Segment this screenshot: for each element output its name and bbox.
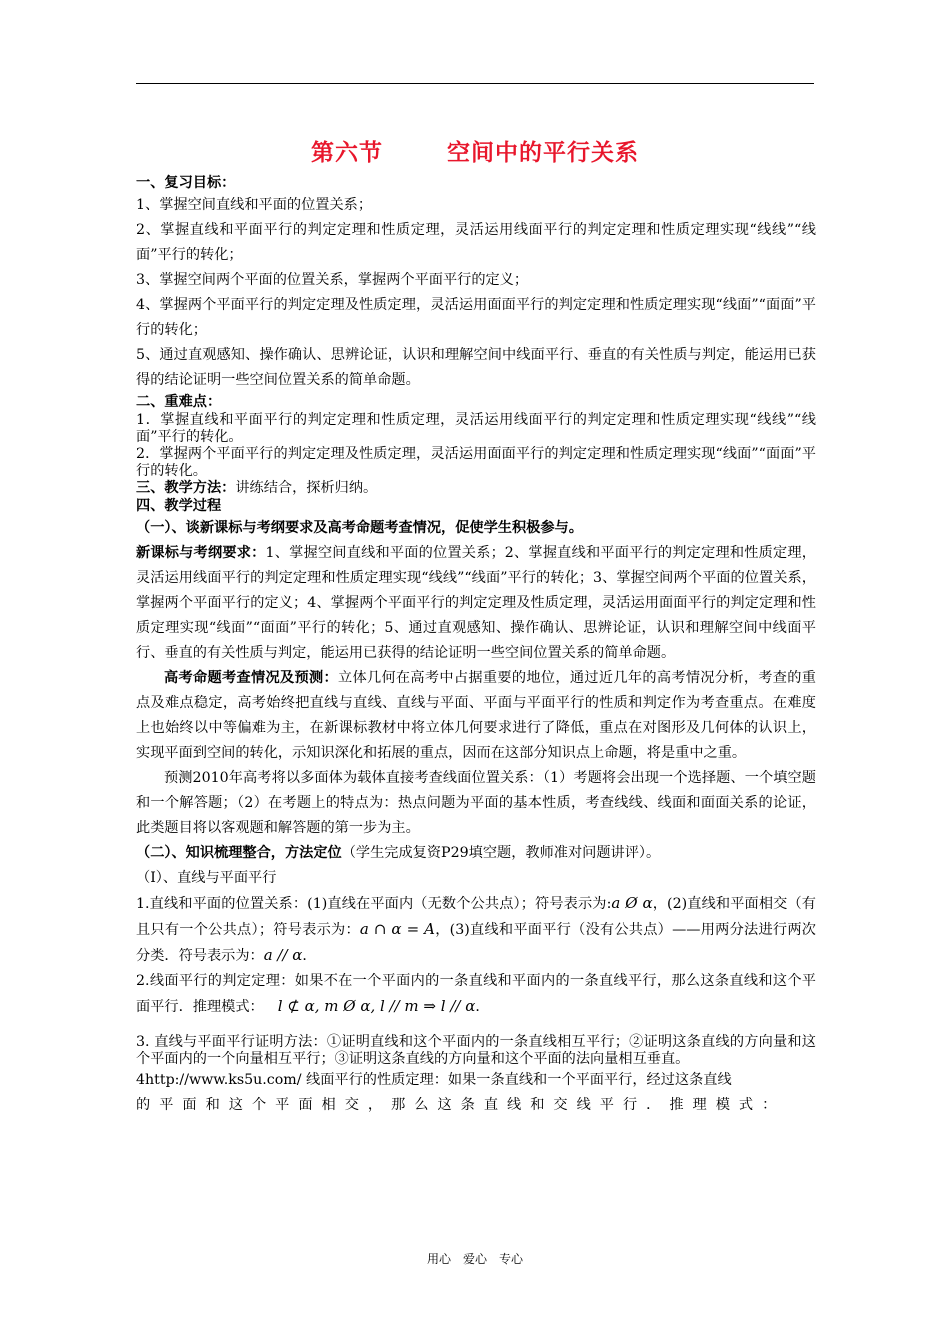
section-heading: 一、复习目标：	[136, 175, 236, 191]
title-section-number: 第六节	[311, 140, 383, 166]
text-run: 2.线面平行的判定定理：如果不在一个平面内的一条直线和平面内的一条直线平行，那么这条直线和这个平面平行．推理模式：	[136, 973, 816, 1015]
paragraph-text: 1、掌握空间直线和平面的位置关系；2、掌握直线和平面平行的判定定理和性质定理，灵活运用线面平行的判定定理和性质定理实现“线线”“线面”平行的转化；3、掌握空间两个平面的位置关系，掌握两个平面平行的定义；4、掌握两个平面平行的判定定理及性质定理，灵活运用面面平行的判定定理和性质定理实现“线面”“面面”平行的转化；5、通过直观感知、操作确认、思辨论证，认识和理解空间中线面平行、垂直的有关性质与判定，能运用已获得的结论证明一些空间位置关系的简单命题。	[136, 545, 816, 661]
section-heading: 四、教学过程	[136, 498, 222, 514]
title-topic: 空间中的平行关系	[447, 140, 639, 166]
method-text: 讲练结合，探析归纳。	[235, 480, 378, 496]
subsection-title: （二）、知识梳理整合，方法定位	[136, 845, 342, 861]
text-run: ，(3)直线和平面平行（没有公共点）——用两分法进行两次分类．符号表示为：	[136, 922, 816, 964]
prediction-paragraph-2: 预测2010年高考将以多面体为载体直接考查线面位置关系：（1）考题将会出现一个选择题、一个填空题和一个解答题；（2）在考题上的特点为：热点问题为平面的基本性质，考查线线、线面和面面关系的论证，此类题目将以客观题和解答题的第一步为主。	[136, 770, 816, 836]
key-point-item: 2．掌握两个平面平行的判定定理及性质定理，灵活运用面面平行的判定定理和性质定理实现“线面”“面面”平行的转化。	[136, 446, 816, 479]
formula-theorem: l ⊄ α, m Ø α, l // m ⇒ l // α	[277, 997, 476, 1015]
header-rule	[136, 83, 814, 84]
formula-parallel: a // α	[263, 946, 303, 964]
footer-word: 专心	[499, 1252, 524, 1266]
text-run: ．	[475, 999, 490, 1015]
goal-item: 5、通过直观感知、操作确认、思辨论证，认识和理解空间中线面平行、垂直的有关性质与判定，能运用已获得的结论证明一些空间位置关系的简单命题。	[136, 347, 816, 388]
method-line	[136, 480, 816, 497]
page-title	[0, 134, 950, 167]
goal-item: 1、掌握空间直线和平面的位置关系；	[136, 197, 373, 213]
page-footer	[0, 1250, 950, 1267]
paragraph-label: 高考命题考查情况及预测：	[164, 670, 338, 686]
prediction-paragraph	[136, 666, 816, 766]
goal-item: 2、掌握直线和平面平行的判定定理和性质定理，灵活运用线面平行的判定定理和性质定理实现“线线”“线面”平行的转化；	[136, 222, 816, 263]
section-heading: 三、教学方法：	[136, 480, 236, 496]
property-theorem-line: 4http://www.ks5u.com/ 线面平行的性质定理：如果一条直线和一个平面平行，经过这条直线	[136, 1072, 732, 1088]
footer-word: 用心	[426, 1252, 451, 1266]
text-run: 1.直线和平面的位置关系：(1)直线在平面内（无数个公共点）；符号表示为:	[136, 896, 612, 912]
paragraph-text: 立体几何在高考中占据重要的地位，通过近几年的高考情况分析，考查的重点及难点稳定，高考始终把直线与直线、直线与平面、平面与平面平行的性质和判定作为考查重点。在难度上也始终以中等偏难为主，在新课标教材中将立体几何要求进行了降低，重点在对图形及几何体的认识上，实现平面到空间的转化，示知识深化和拓展的重点，因而在这部分知识点上命题，将是重中之重。	[136, 670, 816, 761]
subsection-heading: （一）、谈新课标与考纲要求及高考命题考查情况，促使学生积极参与。	[136, 520, 583, 536]
formula-line-in-plane: a Ø α	[611, 894, 653, 912]
proof-methods-paragraph: 3. 直线与平面平行证明方法：①证明直线和这个平面内的一条直线相互平行；②证明这条直线的方向量和这个平面内的一个向量相互平行；③证明这条直线的方向量和这个平面的法向量相互垂直。	[136, 1034, 816, 1067]
footer-word: 爱心	[462, 1252, 487, 1266]
property-theorem-line: 的平面和这个平面相交，那么这条直线和交线平行．推理模式：	[136, 1097, 786, 1113]
requirements-paragraph	[136, 541, 816, 666]
document-body	[136, 174, 816, 1118]
key-point-item: 1．掌握直线和平面平行的判定定理和性质定理，灵活运用线面平行的判定定理和性质定理实现“线线”“线面”平行的转化。	[136, 412, 816, 445]
goal-item: 4、掌握两个平面平行的判定定理及性质定理，灵活运用面面平行的判定定理和性质定理实现“线面”“面面”平行的转化；	[136, 297, 816, 338]
theorem-paragraph	[136, 969, 816, 1020]
topic-heading: （Ⅰ）、直线与平面平行	[136, 870, 277, 886]
text-run: ，(2)直线和平面相交（有且只有一个公共点）；符号表示为：	[136, 896, 816, 938]
position-relation-paragraph	[136, 891, 816, 969]
paragraph-label: 新课标与考纲要求：	[136, 545, 266, 561]
text-run: ．	[302, 948, 317, 964]
goal-item: 3、掌握空间两个平面的位置关系，掌握两个平面平行的定义；	[136, 272, 529, 288]
formula-intersect: a ∩ α = A	[359, 920, 435, 938]
subsection-note: （学生完成复资P29填空题，教师准对问题讲评）。	[341, 845, 661, 861]
subsection-heading	[136, 841, 816, 866]
section-heading: 二、重难点：	[136, 394, 222, 410]
